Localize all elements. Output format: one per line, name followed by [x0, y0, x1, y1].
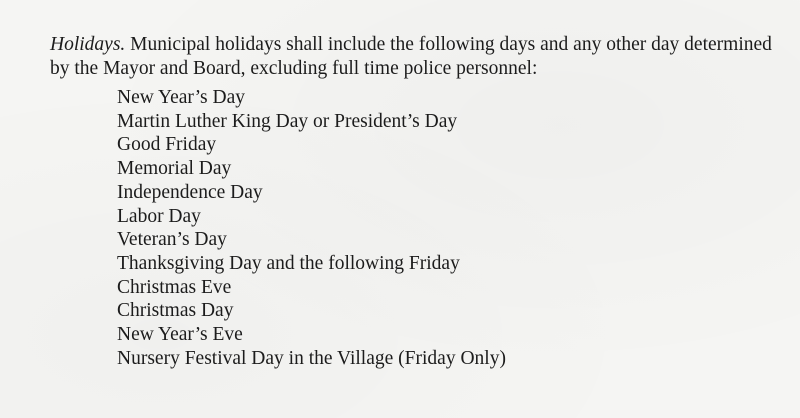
holiday-item: Christmas Eve [117, 276, 232, 298]
holiday-list [117, 86, 506, 370]
holiday-item: New Year’s Day [117, 87, 245, 108]
holidays-paragraph [50, 33, 780, 80]
holiday-item: Memorial Day [117, 158, 232, 180]
holiday-item: Independence Day [117, 181, 263, 203]
intro-text: Municipal holidays shall include the following days and any other day determined by the Mayor and Board, excluding full time police personnel: [50, 34, 772, 79]
section-heading: Holidays. [50, 34, 126, 55]
holiday-item: Thanksgiving Day and the following Friday [117, 252, 460, 274]
holiday-item: Veteran’s Day [117, 229, 227, 251]
holiday-item: New Year’s Eve [117, 324, 243, 346]
holiday-item: Martin Luther King Day or President’s Day [117, 110, 458, 132]
holiday-item: Nursery Festival Day in the Village (Friday Only) [117, 347, 506, 369]
holiday-item: Good Friday [117, 134, 217, 156]
holiday-item: Labor Day [117, 205, 201, 227]
holiday-item: Christmas Day [117, 300, 234, 322]
